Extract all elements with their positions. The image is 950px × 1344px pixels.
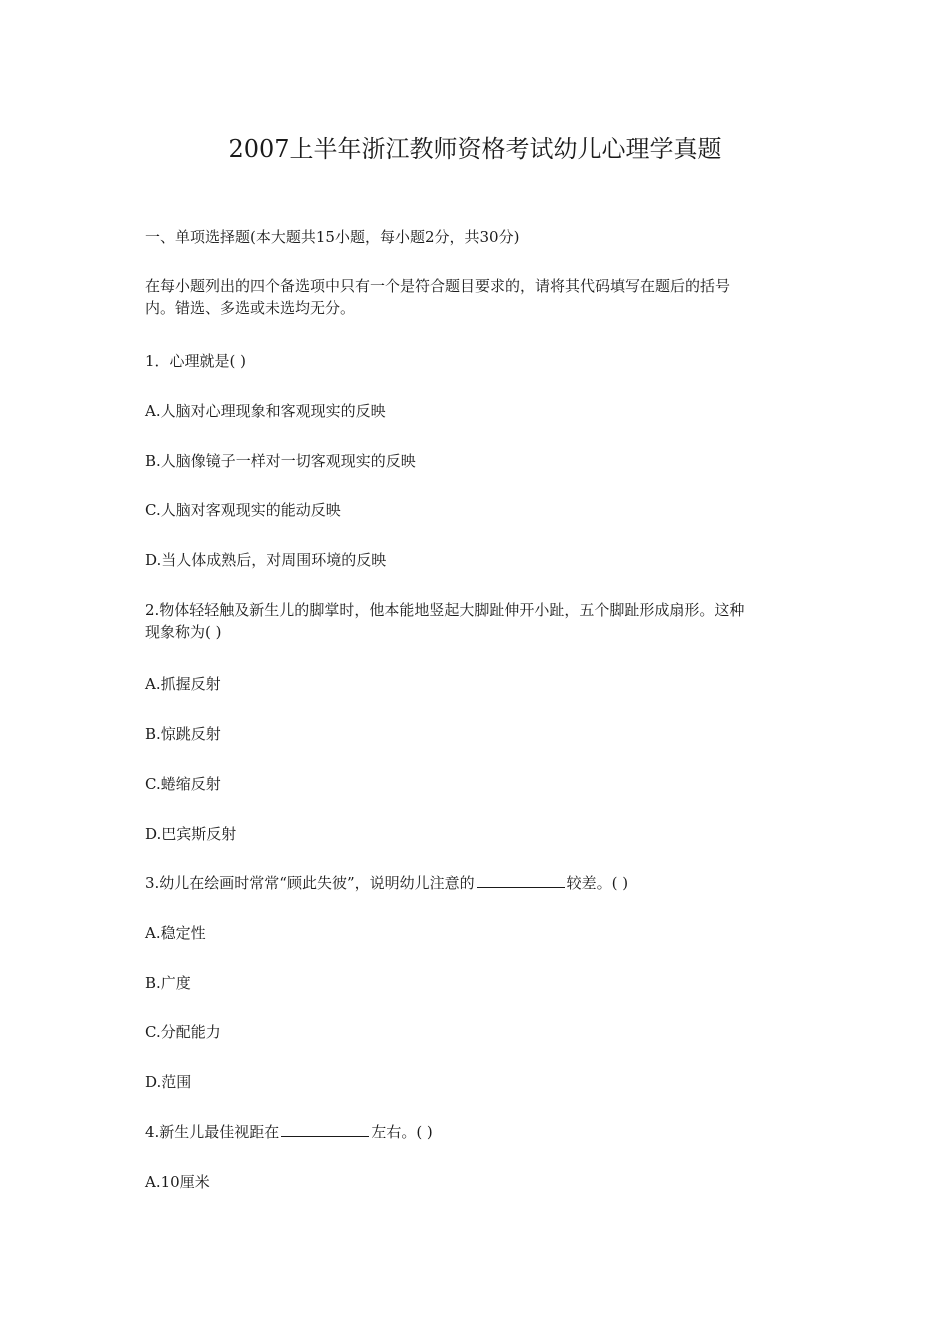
question-2-option-a: A.抓握反射 [145, 675, 221, 693]
document-title: 2007上半年浙江教师资格考试幼儿心理学真题 [228, 135, 722, 163]
question-2-stem-line: 2.物体轻轻触及新生儿的脚掌时，他本能地竖起大脚趾伸开小趾，五个脚趾形成扇形。这种 [145, 601, 745, 619]
section-heading: 一、单项选择题(本大题共15小题，每小题2分，共30分) [145, 228, 520, 246]
question-4-stem-text: 4.新生儿最佳视距在 [145, 1123, 280, 1141]
instructions-line: 内。错选、多选或未选均无分。 [145, 299, 356, 317]
question-2-option-c: C.蜷缩反射 [145, 775, 221, 793]
question-1-stem: 1．心理就是( ) [145, 352, 247, 370]
fill-in-blank [477, 872, 565, 888]
question-3-stem [145, 872, 810, 894]
question-3-stem-text: 3.幼儿在绘画时常常“顾此失彼”，说明幼儿注意的 [145, 874, 475, 892]
question-1-option-b: B.人脑像镜子一样对一切客观现实的反映 [145, 452, 416, 470]
instructions-paragraph [145, 275, 813, 319]
question-2-option-b: B.惊跳反射 [145, 725, 221, 743]
question-3-option-a: A.稳定性 [145, 924, 206, 942]
instructions-line: 在每小题列出的四个备选项中只有一个是符合题目要求的，请将其代码填写在题后的括号 [145, 277, 731, 295]
question-3-stem-text: 较差。( ) [566, 874, 629, 892]
question-2-stem [145, 599, 813, 643]
question-4-stem [145, 1121, 810, 1143]
question-4-stem-text: 左右。( ) [371, 1123, 433, 1141]
question-1-option-c: C.人脑对客观现实的能动反映 [145, 501, 341, 519]
question-2-option-d: D.巴宾斯反射 [145, 825, 237, 843]
question-1-option-d: D.当人体成熟后，对周围环境的反映 [145, 551, 387, 569]
question-3-option-d: D.范围 [145, 1073, 192, 1091]
question-3-option-c: C.分配能力 [145, 1023, 221, 1041]
fill-in-blank [281, 1121, 369, 1137]
question-2-stem-line: 现象称为( ) [145, 623, 222, 641]
question-1-option-a: A.人脑对心理现象和客观现实的反映 [145, 402, 386, 420]
question-4-option-a: A.10厘米 [145, 1173, 210, 1191]
question-3-option-b: B.广度 [145, 974, 191, 992]
